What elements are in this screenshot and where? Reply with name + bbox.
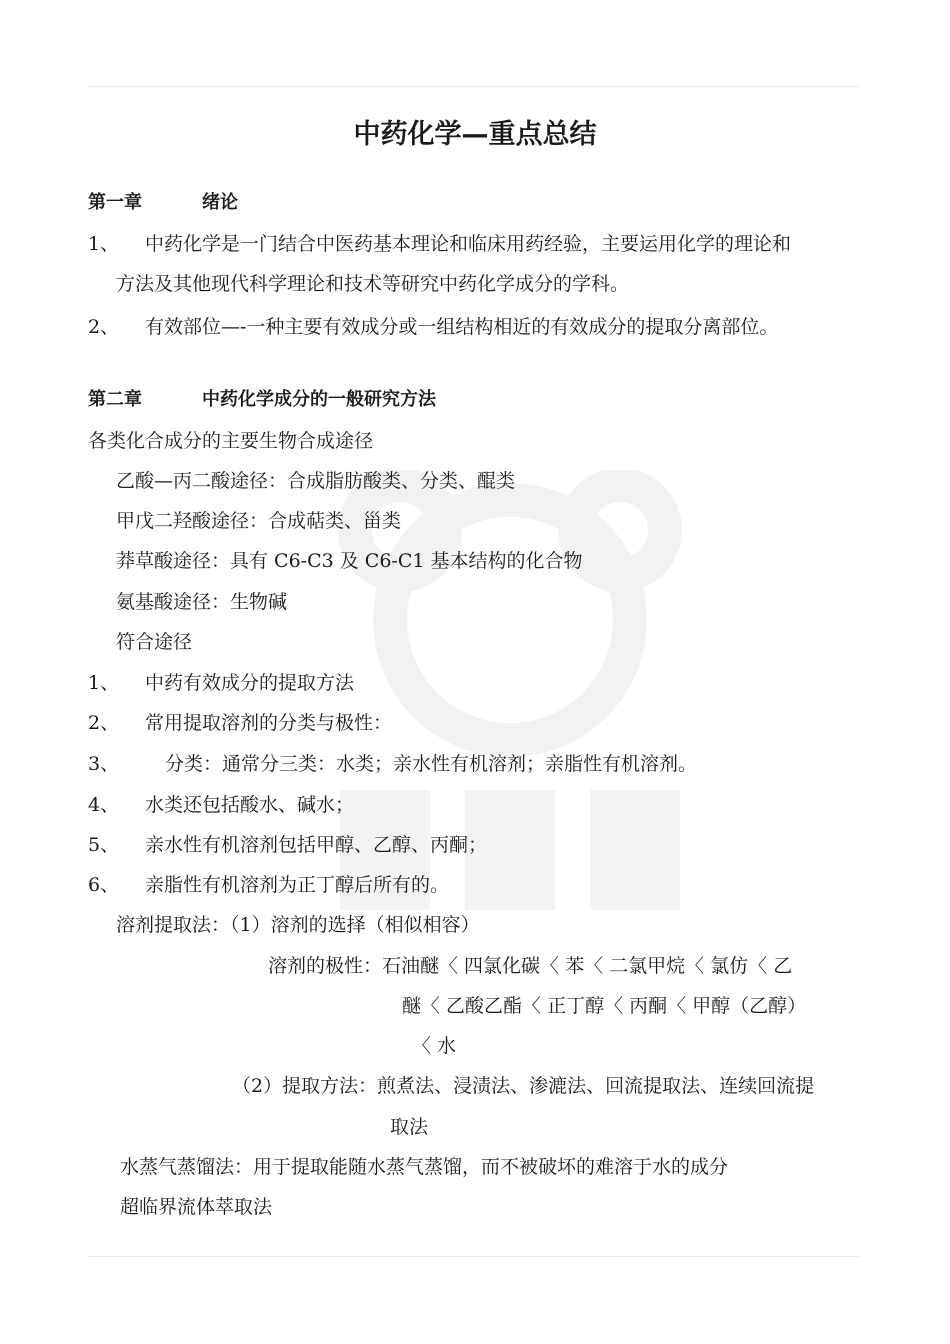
page-title: 中药化学—重点总结 [353,119,597,150]
pathway-item: 莽草酸途径：具有 C6-C3 及 C6-C1 基本结构的化合物 [116,550,583,572]
ch2-item-num: 3、 [88,753,120,775]
extract-methods: （2）提取方法：煎煮法、浸渍法、渗漉法、回流提取法、连续回流提 [232,1075,815,1097]
bottom-divider [88,1256,860,1257]
ch2-item-text: 中药有效成分的提取方法 [145,672,355,694]
ch2-item-num: 4、 [88,794,120,816]
top-divider [88,86,860,87]
ch1-item-text: 有效部位—-一种主要有效成分或一组结构相近的有效成分的提取分离部位。 [145,316,779,338]
chapter2-label: 第二章 [88,389,142,410]
ch2-item-text: 亲脂性有机溶剂为正丁醇后所有的。 [145,874,450,896]
solvent-method: 溶剂提取法：（1）溶剂的选择（相似相容） [116,914,480,936]
pathway-item: 氨基酸途径：生物碱 [116,591,288,613]
chapter1-name: 绪论 [202,192,238,213]
chapter1-label: 第一章 [88,192,142,213]
ch2-item-num: 1、 [88,672,120,694]
steam-distillation: 水蒸气蒸馏法：用于提取能随水蒸气蒸馏，而不被破坏的难溶于水的成分 [120,1156,729,1178]
pathway-item: 符合途径 [116,631,193,653]
polarity-line: 醚〈 乙酸乙酯〈 正丁醇〈 丙酮〈 甲醇（乙醇） [402,995,807,1017]
ch2-item-text: 常用提取溶剂的分类与极性： [145,712,393,734]
ch2-intro: 各类化合成分的主要生物合成途径 [88,430,374,452]
ch1-item-text: 中药化学是一门结合中医药基本理论和临床用药经验，主要运用化学的理论和 [145,233,792,255]
extract-methods-cont: 取法 [390,1116,429,1138]
ch1-item-num: 2、 [88,316,120,338]
ch2-item-text: 亲水性有机溶剂包括甲醇、乙醇、丙酮； [145,834,488,856]
supercritical-extraction: 超临界流体萃取法 [120,1196,273,1218]
polarity-line: 溶剂的极性：石油醚〈 四氯化碳〈 苯〈 二氯甲烷〈 氯仿〈 乙 [268,955,793,977]
chapter2-name: 中药化学成分的一般研究方法 [202,389,436,410]
ch1-item-num: 1、 [88,233,120,255]
ch2-item-num: 2、 [88,712,120,734]
ch2-item-num: 5、 [88,834,120,856]
watermark-logo [300,470,720,930]
polarity-line: 〈 水 [412,1035,457,1057]
ch2-item-num: 6、 [88,874,120,896]
pathway-item: 甲戊二羟酸途径：合成萜类、甾类 [116,510,402,532]
pathway-item: 乙酸—丙二酸途径：合成脂肪酸类、分类、醌类 [116,470,516,492]
ch2-item-text: 分类：通常分三类：水类；亲水性有机溶剂；亲脂性有机溶剂。 [165,753,698,775]
ch1-item-text-cont: 方法及其他现代科学理论和技术等研究中药化学成分的学科。 [116,273,630,295]
ch2-item-text: 水类还包括酸水、碱水； [145,794,355,816]
